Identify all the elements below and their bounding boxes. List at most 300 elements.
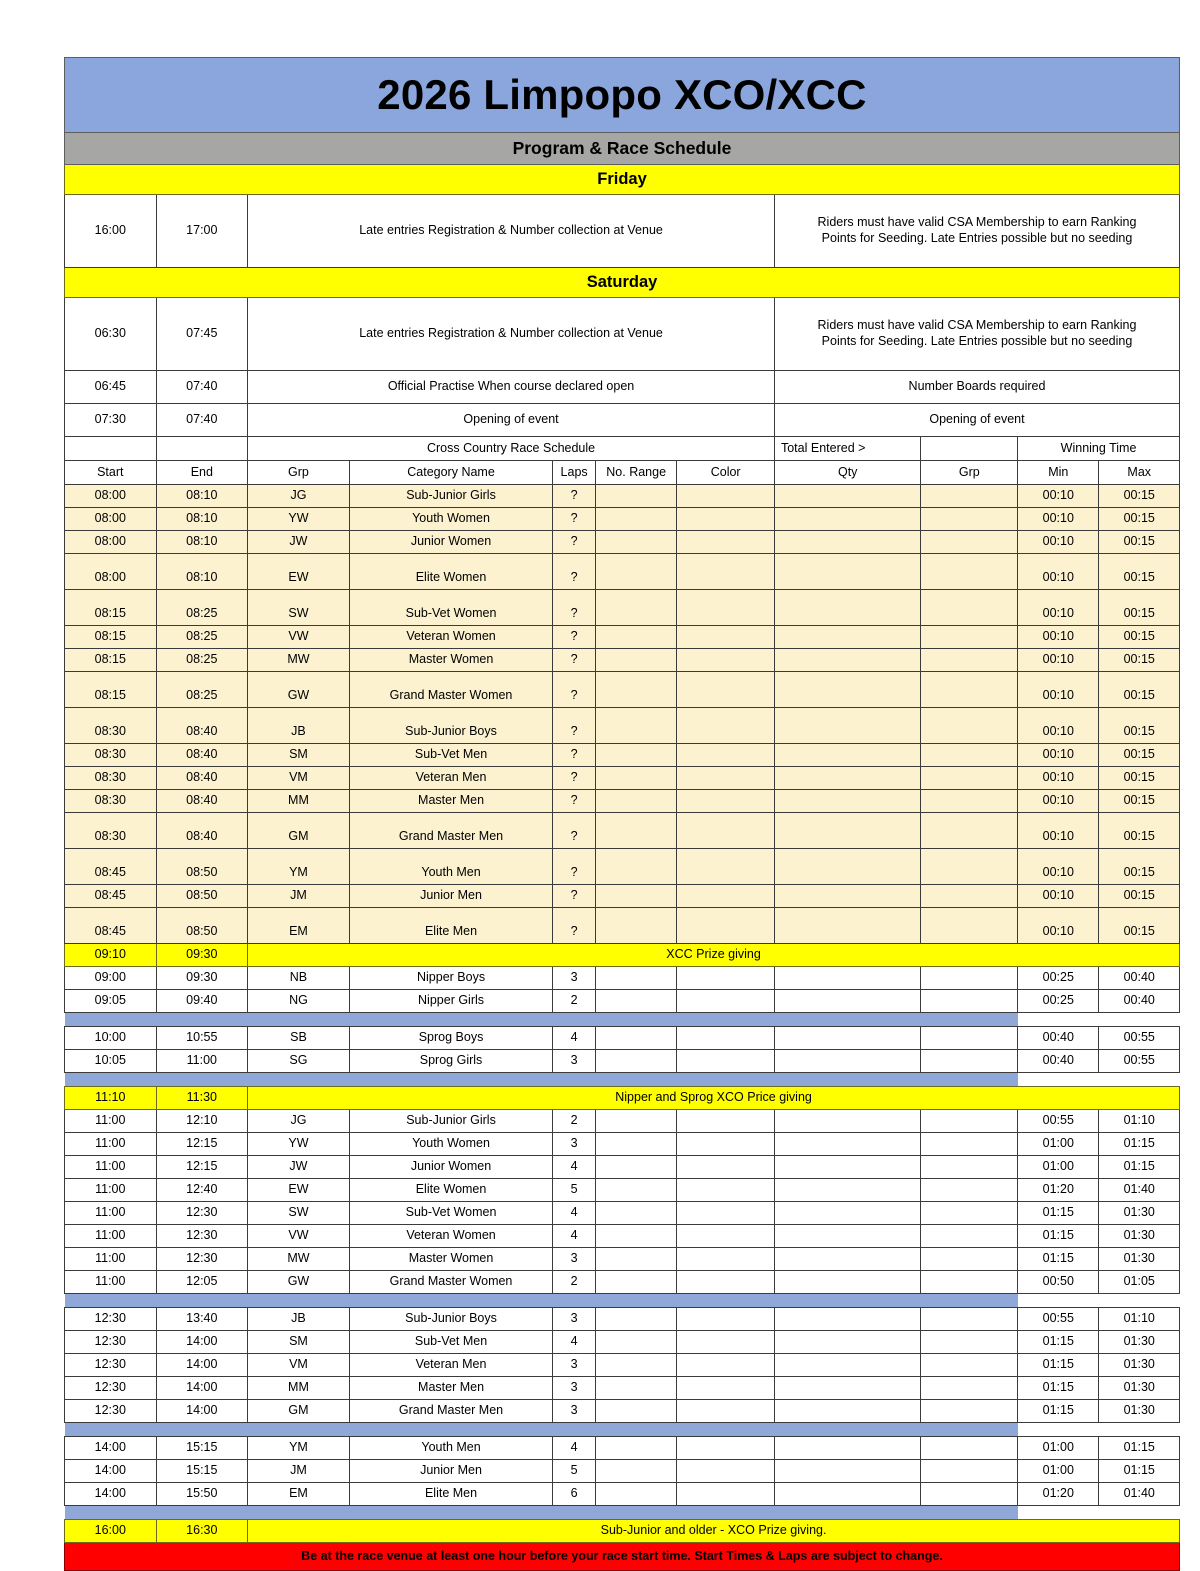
blue-separator-bar bbox=[65, 1294, 1018, 1308]
cell-min: 00:50 bbox=[1018, 1271, 1099, 1294]
cell-color bbox=[677, 1133, 775, 1156]
cell-qty bbox=[774, 790, 920, 813]
cell-start: 08:00 bbox=[65, 485, 157, 508]
cell-grp2 bbox=[921, 767, 1018, 790]
cell-min: 01:00 bbox=[1018, 1460, 1099, 1483]
blue-separator-bar bbox=[65, 1506, 1018, 1520]
col-header-min: Min bbox=[1018, 461, 1099, 485]
cell-grp: YM bbox=[248, 1437, 350, 1460]
warning-banner: Be at the race venue at least one hour before your race start time. Start Times & Laps are subject to change. bbox=[65, 1543, 1180, 1571]
cell-grp: GM bbox=[248, 813, 350, 849]
cell-end: 12:10 bbox=[156, 1110, 248, 1133]
cell-grp2 bbox=[921, 1377, 1018, 1400]
cell-laps: 5 bbox=[553, 1460, 596, 1483]
cell-laps: 3 bbox=[553, 967, 596, 990]
table-row bbox=[65, 1248, 1180, 1271]
cell-laps: ? bbox=[553, 554, 596, 590]
cell-grp: SM bbox=[248, 1331, 350, 1354]
table-row bbox=[65, 1179, 1180, 1202]
separator-row-nipper bbox=[65, 1013, 1180, 1027]
separator-spacer bbox=[1018, 1294, 1180, 1308]
page-title: 2026 Limpopo XCO/XCC bbox=[65, 58, 1180, 133]
cell-min: 00:10 bbox=[1018, 672, 1099, 708]
cell-no-range bbox=[595, 672, 676, 708]
cell-end: 08:40 bbox=[156, 744, 248, 767]
cell-max: 01:30 bbox=[1099, 1202, 1180, 1225]
cell-grp: EW bbox=[248, 1179, 350, 1202]
cell-grp2 bbox=[921, 908, 1018, 944]
cell-color bbox=[677, 508, 775, 531]
cell-laps: 3 bbox=[553, 1133, 596, 1156]
cell-max: 00:15 bbox=[1099, 485, 1180, 508]
cell-color bbox=[677, 849, 775, 885]
cell-no-range bbox=[595, 885, 676, 908]
cell-max: 00:15 bbox=[1099, 531, 1180, 554]
table-row bbox=[65, 708, 1180, 744]
cell-grp2 bbox=[921, 790, 1018, 813]
cell-grp2 bbox=[921, 554, 1018, 590]
cell-end: 08:40 bbox=[156, 790, 248, 813]
cell-min: 01:15 bbox=[1018, 1331, 1099, 1354]
cell-laps: ? bbox=[553, 744, 596, 767]
cell-color bbox=[677, 626, 775, 649]
cell-no-range bbox=[595, 626, 676, 649]
separator-row-xco-women bbox=[65, 1294, 1180, 1308]
cell-grp2 bbox=[921, 1156, 1018, 1179]
cell-no-range bbox=[595, 508, 676, 531]
cell-max: 01:05 bbox=[1099, 1271, 1180, 1294]
cell-laps: 3 bbox=[553, 1248, 596, 1271]
cell-laps: 6 bbox=[553, 1483, 596, 1506]
cell-no-range bbox=[595, 1460, 676, 1483]
table-row bbox=[65, 531, 1180, 554]
cell-color bbox=[677, 1050, 775, 1073]
cell-max: 00:15 bbox=[1099, 908, 1180, 944]
cell-start: 12:30 bbox=[65, 1354, 157, 1377]
table-row bbox=[65, 1225, 1180, 1248]
cell-grp: VW bbox=[248, 626, 350, 649]
group-header-race-schedule: Cross Country Race Schedule bbox=[248, 437, 775, 461]
cell-grp: YW bbox=[248, 1133, 350, 1156]
cell-category: Master Women bbox=[349, 649, 552, 672]
cell-min: 00:10 bbox=[1018, 849, 1099, 885]
cell-laps: 3 bbox=[553, 1308, 596, 1331]
cell-grp: MW bbox=[248, 649, 350, 672]
cell-laps: 4 bbox=[553, 1437, 596, 1460]
cell-end: 15:15 bbox=[156, 1437, 248, 1460]
cell-end: 12:30 bbox=[156, 1202, 248, 1225]
cell-grp: JM bbox=[248, 1460, 350, 1483]
cell-max: 01:15 bbox=[1099, 1133, 1180, 1156]
separator-spacer bbox=[1018, 1423, 1180, 1437]
table-row bbox=[65, 885, 1180, 908]
cell-qty bbox=[774, 767, 920, 790]
prize-start-time: 09:10 bbox=[65, 944, 157, 967]
separator-spacer bbox=[1018, 1506, 1180, 1520]
cell-max: 00:15 bbox=[1099, 767, 1180, 790]
cell-grp2 bbox=[921, 744, 1018, 767]
cell-end: 15:15 bbox=[156, 1460, 248, 1483]
prize-giving-row-xcc bbox=[65, 944, 1180, 967]
cell-grp: NG bbox=[248, 990, 350, 1013]
separator-spacer bbox=[1018, 1073, 1180, 1087]
cell-no-range bbox=[595, 1308, 676, 1331]
cell-laps: 3 bbox=[553, 1400, 596, 1423]
cell-max: 01:30 bbox=[1099, 1331, 1180, 1354]
cell-color bbox=[677, 649, 775, 672]
cell-no-range bbox=[595, 1331, 676, 1354]
cell-min: 01:20 bbox=[1018, 1179, 1099, 1202]
cell-start: 11:00 bbox=[65, 1248, 157, 1271]
prize-giving-row-final bbox=[65, 1520, 1180, 1543]
cell-laps: ? bbox=[553, 908, 596, 944]
cell-grp2 bbox=[921, 1354, 1018, 1377]
cell-qty bbox=[774, 885, 920, 908]
table-row bbox=[65, 1354, 1180, 1377]
cell-category: Nipper Girls bbox=[349, 990, 552, 1013]
cell-grp: JM bbox=[248, 885, 350, 908]
saturday-opening-end-time: 07:40 bbox=[156, 404, 248, 437]
page-subtitle: Program & Race Schedule bbox=[65, 133, 1180, 165]
cell-laps: ? bbox=[553, 790, 596, 813]
cell-start: 14:00 bbox=[65, 1460, 157, 1483]
cell-max: 00:15 bbox=[1099, 672, 1180, 708]
cell-max: 01:30 bbox=[1099, 1354, 1180, 1377]
cell-end: 13:40 bbox=[156, 1308, 248, 1331]
cell-grp2 bbox=[921, 1110, 1018, 1133]
cell-qty bbox=[774, 531, 920, 554]
cell-color bbox=[677, 485, 775, 508]
table-row bbox=[65, 1133, 1180, 1156]
cell-max: 00:15 bbox=[1099, 813, 1180, 849]
cell-min: 00:10 bbox=[1018, 744, 1099, 767]
cell-min: 01:15 bbox=[1018, 1354, 1099, 1377]
cell-color bbox=[677, 1400, 775, 1423]
cell-max: 01:30 bbox=[1099, 1400, 1180, 1423]
table-row bbox=[65, 1156, 1180, 1179]
cell-category: Sub-Junior Girls bbox=[349, 1110, 552, 1133]
cell-start: 11:00 bbox=[65, 1179, 157, 1202]
warning-banner-row bbox=[65, 1543, 1180, 1571]
cell-start: 08:30 bbox=[65, 708, 157, 744]
table-row bbox=[65, 485, 1180, 508]
friday-note bbox=[774, 195, 1179, 268]
group-header-blank-start bbox=[65, 437, 157, 461]
cell-category: Nipper Boys bbox=[349, 967, 552, 990]
cell-min: 00:40 bbox=[1018, 1050, 1099, 1073]
table-row bbox=[65, 508, 1180, 531]
cell-qty bbox=[774, 1133, 920, 1156]
cell-start: 08:00 bbox=[65, 554, 157, 590]
cell-grp2 bbox=[921, 813, 1018, 849]
friday-note-line1: Riders must have valid CSA Membership to earn Ranking bbox=[817, 215, 1137, 230]
cell-no-range bbox=[595, 531, 676, 554]
cell-color bbox=[677, 1354, 775, 1377]
cell-color bbox=[677, 1110, 775, 1133]
table-row bbox=[65, 744, 1180, 767]
cell-qty bbox=[774, 1110, 920, 1133]
cell-category: Elite Men bbox=[349, 908, 552, 944]
col-header-start: Start bbox=[65, 461, 157, 485]
cell-grp: SW bbox=[248, 1202, 350, 1225]
cell-end: 14:00 bbox=[156, 1377, 248, 1400]
cell-category: Veteran Men bbox=[349, 1354, 552, 1377]
cell-qty bbox=[774, 626, 920, 649]
cell-grp2 bbox=[921, 1437, 1018, 1460]
cell-color bbox=[677, 1331, 775, 1354]
cell-start: 11:00 bbox=[65, 1271, 157, 1294]
friday-day-row bbox=[65, 165, 1180, 195]
cell-grp: NB bbox=[248, 967, 350, 990]
table-row bbox=[65, 649, 1180, 672]
group-header-winning-time: Winning Time bbox=[1018, 437, 1180, 461]
cell-start: 08:45 bbox=[65, 908, 157, 944]
blue-separator-bar bbox=[65, 1423, 1018, 1437]
cell-min: 00:10 bbox=[1018, 708, 1099, 744]
cell-no-range bbox=[595, 1050, 676, 1073]
cell-start: 08:15 bbox=[65, 626, 157, 649]
cell-qty bbox=[774, 849, 920, 885]
cell-category: Elite Men bbox=[349, 1483, 552, 1506]
cell-no-range bbox=[595, 1248, 676, 1271]
cell-qty bbox=[774, 813, 920, 849]
cell-grp: VM bbox=[248, 767, 350, 790]
cell-laps: 3 bbox=[553, 1354, 596, 1377]
prize-giving-label: Sub-Junior and older - XCO Prize giving. bbox=[248, 1520, 1180, 1543]
cell-grp2 bbox=[921, 1202, 1018, 1225]
cell-end: 08:10 bbox=[156, 531, 248, 554]
cell-max: 00:15 bbox=[1099, 626, 1180, 649]
cell-laps: ? bbox=[553, 626, 596, 649]
table-row bbox=[65, 672, 1180, 708]
saturday-practise-start-time: 06:45 bbox=[65, 371, 157, 404]
cell-max: 00:15 bbox=[1099, 849, 1180, 885]
cell-color bbox=[677, 813, 775, 849]
cell-grp: EW bbox=[248, 554, 350, 590]
cell-color bbox=[677, 554, 775, 590]
cell-end: 12:30 bbox=[156, 1225, 248, 1248]
table-row bbox=[65, 1460, 1180, 1483]
cell-qty bbox=[774, 1460, 920, 1483]
cell-max: 01:15 bbox=[1099, 1460, 1180, 1483]
prize-giving-label: XCC Prize giving bbox=[248, 944, 1180, 967]
cell-category: Veteran Women bbox=[349, 626, 552, 649]
cell-grp: GW bbox=[248, 672, 350, 708]
col-header-grp2: Grp bbox=[921, 461, 1018, 485]
cell-grp: YW bbox=[248, 508, 350, 531]
cell-no-range bbox=[595, 1354, 676, 1377]
cell-category: Sprog Girls bbox=[349, 1050, 552, 1073]
cell-max: 00:15 bbox=[1099, 554, 1180, 590]
cell-grp2 bbox=[921, 1308, 1018, 1331]
cell-no-range bbox=[595, 1133, 676, 1156]
cell-min: 00:10 bbox=[1018, 554, 1099, 590]
cell-start: 08:30 bbox=[65, 790, 157, 813]
cell-min: 00:25 bbox=[1018, 990, 1099, 1013]
cell-grp: JG bbox=[248, 485, 350, 508]
table-row bbox=[65, 767, 1180, 790]
cell-color bbox=[677, 531, 775, 554]
cell-laps: ? bbox=[553, 649, 596, 672]
separator-row-xco-men bbox=[65, 1423, 1180, 1437]
cell-max: 00:15 bbox=[1099, 744, 1180, 767]
cell-start: 11:00 bbox=[65, 1225, 157, 1248]
group-header-blank-end bbox=[156, 437, 248, 461]
cell-no-range bbox=[595, 1156, 676, 1179]
cell-grp: EM bbox=[248, 1483, 350, 1506]
table-row bbox=[65, 1483, 1180, 1506]
cell-laps: 4 bbox=[553, 1156, 596, 1179]
table-row bbox=[65, 1308, 1180, 1331]
cell-qty bbox=[774, 1377, 920, 1400]
cell-no-range bbox=[595, 1437, 676, 1460]
cell-laps: ? bbox=[553, 672, 596, 708]
cell-color bbox=[677, 1460, 775, 1483]
cell-no-range bbox=[595, 1483, 676, 1506]
cell-qty bbox=[774, 649, 920, 672]
cell-laps: 4 bbox=[553, 1331, 596, 1354]
cell-min: 01:00 bbox=[1018, 1156, 1099, 1179]
cell-max: 00:15 bbox=[1099, 649, 1180, 672]
cell-qty bbox=[774, 1050, 920, 1073]
col-header-qty: Qty bbox=[774, 461, 920, 485]
cell-grp2 bbox=[921, 1179, 1018, 1202]
cell-min: 00:10 bbox=[1018, 790, 1099, 813]
saturday-reg-start-time: 06:30 bbox=[65, 298, 157, 371]
col-header-laps: Laps bbox=[553, 461, 596, 485]
cell-color bbox=[677, 1483, 775, 1506]
friday-start-time: 16:00 bbox=[65, 195, 157, 268]
cell-grp2 bbox=[921, 1133, 1018, 1156]
cell-qty bbox=[774, 1437, 920, 1460]
cell-laps: ? bbox=[553, 849, 596, 885]
cell-category: Elite Women bbox=[349, 554, 552, 590]
blue-separator-bar bbox=[65, 1013, 1018, 1027]
table-row bbox=[65, 1271, 1180, 1294]
cell-max: 01:30 bbox=[1099, 1377, 1180, 1400]
cell-category: Junior Men bbox=[349, 1460, 552, 1483]
cell-grp2 bbox=[921, 967, 1018, 990]
cell-laps: 2 bbox=[553, 1110, 596, 1133]
cell-laps: ? bbox=[553, 531, 596, 554]
cell-min: 00:55 bbox=[1018, 1110, 1099, 1133]
cell-no-range bbox=[595, 590, 676, 626]
cell-start: 08:30 bbox=[65, 767, 157, 790]
cell-grp: SG bbox=[248, 1050, 350, 1073]
cell-grp: EM bbox=[248, 908, 350, 944]
cell-max: 00:15 bbox=[1099, 508, 1180, 531]
cell-max: 00:15 bbox=[1099, 790, 1180, 813]
cell-end: 11:00 bbox=[156, 1050, 248, 1073]
saturday-reg-note-line1: Riders must have valid CSA Membership to earn Ranking bbox=[817, 318, 1137, 333]
saturday-reg-activity: Late entries Registration & Number collection at Venue bbox=[248, 298, 775, 371]
cell-grp2 bbox=[921, 626, 1018, 649]
cell-grp: SW bbox=[248, 590, 350, 626]
cell-start: 11:00 bbox=[65, 1133, 157, 1156]
saturday-info-row-practise bbox=[65, 371, 1180, 404]
cell-grp2 bbox=[921, 1027, 1018, 1050]
cell-color bbox=[677, 1377, 775, 1400]
cell-end: 08:50 bbox=[156, 849, 248, 885]
prize-end-time: 16:30 bbox=[156, 1520, 248, 1543]
cell-qty bbox=[774, 1271, 920, 1294]
cell-grp2 bbox=[921, 708, 1018, 744]
cell-laps: 5 bbox=[553, 1179, 596, 1202]
cell-min: 00:10 bbox=[1018, 626, 1099, 649]
cell-no-range bbox=[595, 1271, 676, 1294]
saturday-opening-activity: Opening of event bbox=[248, 404, 775, 437]
saturday-reg-note bbox=[774, 298, 1179, 371]
cell-qty bbox=[774, 1225, 920, 1248]
cell-qty bbox=[774, 1483, 920, 1506]
cell-laps: ? bbox=[553, 708, 596, 744]
cell-qty bbox=[774, 1331, 920, 1354]
cell-min: 00:10 bbox=[1018, 590, 1099, 626]
cell-category: Sub-Junior Boys bbox=[349, 1308, 552, 1331]
table-row bbox=[65, 626, 1180, 649]
cell-category: Junior Women bbox=[349, 531, 552, 554]
cell-grp: JB bbox=[248, 1308, 350, 1331]
cell-category: Youth Women bbox=[349, 1133, 552, 1156]
cell-grp: MW bbox=[248, 1248, 350, 1271]
cell-max: 01:40 bbox=[1099, 1179, 1180, 1202]
cell-grp: MM bbox=[248, 1377, 350, 1400]
cell-laps: ? bbox=[553, 885, 596, 908]
cell-qty bbox=[774, 990, 920, 1013]
cell-grp2 bbox=[921, 590, 1018, 626]
cell-start: 08:00 bbox=[65, 508, 157, 531]
cell-grp: MM bbox=[248, 790, 350, 813]
cell-grp2 bbox=[921, 485, 1018, 508]
cell-max: 00:40 bbox=[1099, 967, 1180, 990]
cell-qty bbox=[774, 672, 920, 708]
table-row bbox=[65, 554, 1180, 590]
cell-end: 12:40 bbox=[156, 1179, 248, 1202]
cell-color bbox=[677, 1225, 775, 1248]
cell-grp2 bbox=[921, 649, 1018, 672]
table-row bbox=[65, 1027, 1180, 1050]
cell-end: 08:40 bbox=[156, 813, 248, 849]
cell-category: Youth Women bbox=[349, 508, 552, 531]
cell-min: 00:10 bbox=[1018, 885, 1099, 908]
day-label-saturday: Saturday bbox=[65, 268, 1180, 298]
cell-grp2 bbox=[921, 672, 1018, 708]
cell-no-range bbox=[595, 1225, 676, 1248]
cell-min: 01:15 bbox=[1018, 1225, 1099, 1248]
cell-laps: 4 bbox=[553, 1027, 596, 1050]
cell-grp2 bbox=[921, 849, 1018, 885]
cell-grp: VW bbox=[248, 1225, 350, 1248]
cell-end: 14:00 bbox=[156, 1400, 248, 1423]
cell-qty bbox=[774, 1179, 920, 1202]
cell-end: 12:15 bbox=[156, 1133, 248, 1156]
cell-color bbox=[677, 790, 775, 813]
cell-qty bbox=[774, 1400, 920, 1423]
cell-min: 00:25 bbox=[1018, 967, 1099, 990]
cell-laps: ? bbox=[553, 767, 596, 790]
cell-category: Sub-Vet Men bbox=[349, 1331, 552, 1354]
cell-grp2 bbox=[921, 990, 1018, 1013]
cell-laps: ? bbox=[553, 813, 596, 849]
cell-no-range bbox=[595, 790, 676, 813]
cell-start: 10:05 bbox=[65, 1050, 157, 1073]
cell-max: 00:15 bbox=[1099, 590, 1180, 626]
cell-no-range bbox=[595, 1400, 676, 1423]
cell-qty bbox=[774, 590, 920, 626]
cell-grp: SB bbox=[248, 1027, 350, 1050]
table-row bbox=[65, 1377, 1180, 1400]
cell-color bbox=[677, 1248, 775, 1271]
